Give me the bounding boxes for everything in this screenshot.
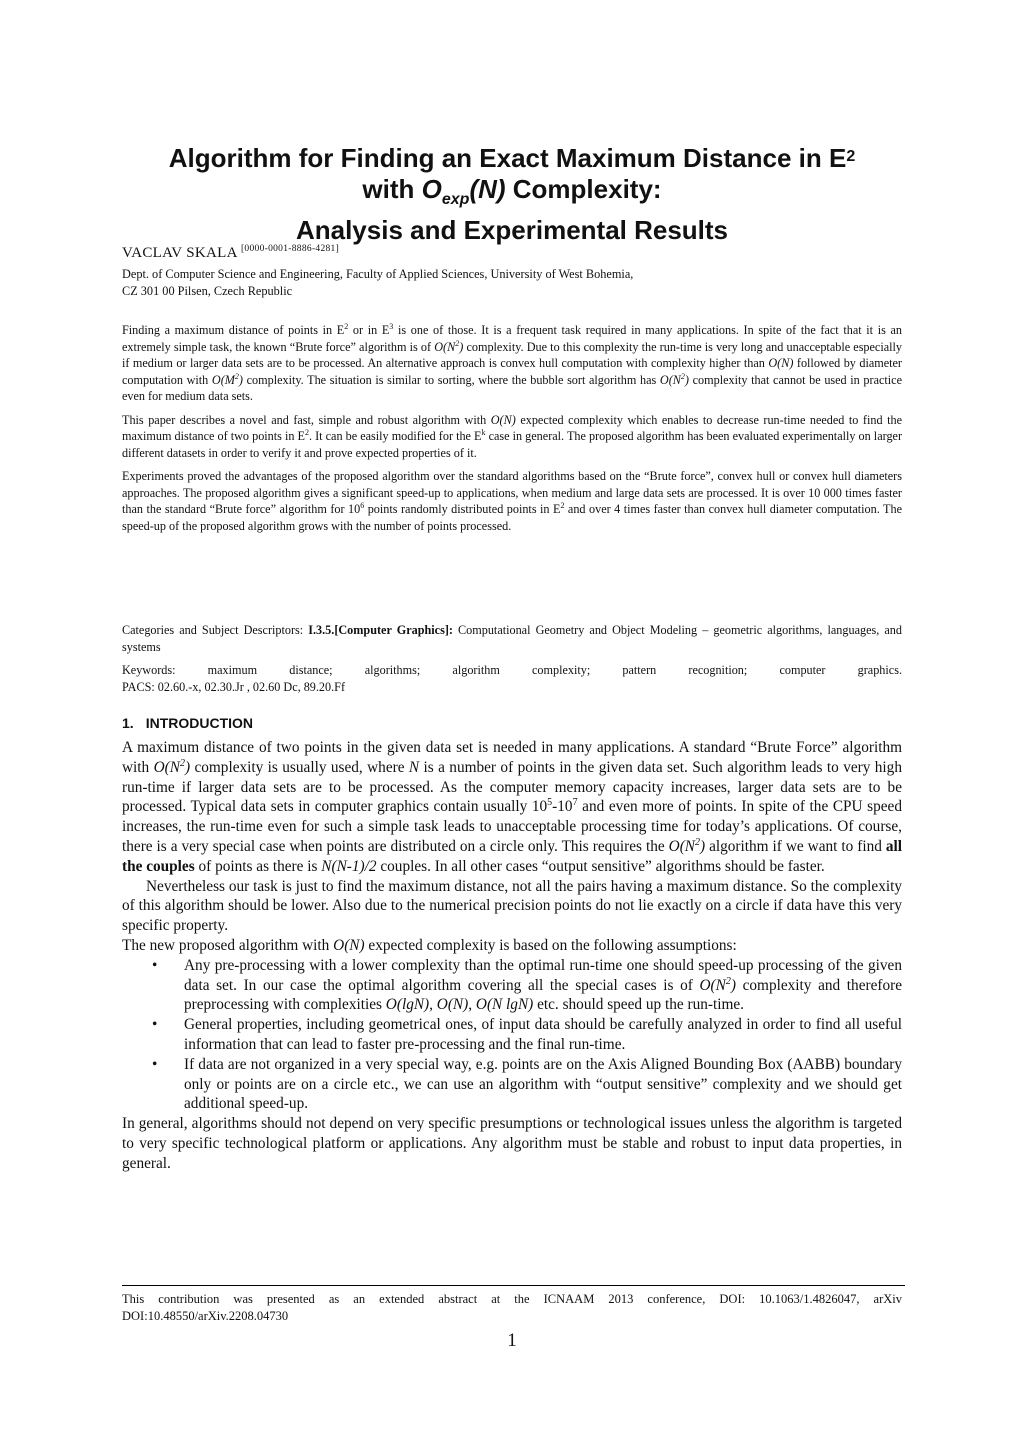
assumptions-list xyxy=(122,956,902,1114)
intro-paragraph-2: Nevertheless our task is just to find the maximum distance, not all the pairs having a maximum distance. So the complexity of this algorithm should be lower. Also due to the numerical precision points do not lie exactly on a circle if data have this very specific property. xyxy=(122,877,902,935)
abstract-paragraph-2: This paper describes a novel and fast, simple and robust algorithm with O(N) expected complexity which enables to decrease run-time needed to find the maximum distance of two points in $E^2$. It can be easily modified for the $E^k$ case in general. The proposed algorithm has been evaluated experimentally on larger different datasets in order to verify it and prove expected properties of it. xyxy=(122,412,903,460)
list-item: • If data are not organized in a very special way, e.g. points are on the Axis Aligned Bounding Box (AABB) boundary only or points are on a circle etc., we can use an algorithm with “output sensitive” complexity and we should get additional speed-up. xyxy=(152,1055,902,1113)
bullet-icon: • xyxy=(152,1055,158,1073)
abstract-paragraph-1: Finding a maximum distance of points in $E^2$ or in $E^3$ is one of those. It is a frequent task required in many applications. In spite of the fact that it is an extremely simple task, the known “Brute force” algorithm is of $O(N^2)$ complexity. Due to this complexity the run-time is very long and unacceptable especially if medium or larger data sets are to be processed. An alternative approach is convex hull computation with complexity higher than O(N) followed by diameter computation with $O(M^2)$ complexity. The situation is similar to sorting, where the bubble sort algorithm has $O(N^2)$ complexity that cannot be used in practice even for medium data sets. xyxy=(122,321,903,403)
title-line-3: Analysis and Experimental Results xyxy=(295,215,729,246)
footnote-divider xyxy=(122,1285,905,1286)
intro-paragraph-3: The new proposed algorithm with O(N) expected complexity is based on the following assumptions: xyxy=(122,936,737,954)
section-title: INTRODUCTION xyxy=(145,715,254,731)
author-orcid: [0000-0001-8886-4281] xyxy=(240,244,340,254)
title-line-2: with $O_{exp}(N)$ Complexity: xyxy=(362,174,662,209)
categories-descriptors: Categories and Subject Descriptors: I.3.5.[Computer Graphics]: Computational Geometry and Object Modeling – geometric algorithms, languages, and systems xyxy=(122,623,902,654)
bullet-icon: • xyxy=(152,1016,158,1034)
paper-title xyxy=(100,143,924,246)
intro-paragraph-4: In general, algorithms should not depend on very specific presumptions or technological issues unless the algorithm is targeted to very specific technological platform or applications. Any algorithm must be stable and robust to input data properties, in general. xyxy=(122,1115,902,1172)
title-line-1: Algorithm for Finding an Exact Maximum Distance in $E^2$ xyxy=(168,143,856,173)
intro-paragraph-1: A maximum distance of two points in the given data set is needed in many applications. A standard “Brute Force” algorithm with $O(N^2)$ complexity is usually used, where N is a number of points in the given data set. Such algorithm leads to very high run-time if larger data sets are to be processed. As the computer memory capacity increases, larger data sets are to be processed. Typical data sets in computer graphics contain usually $10^5-10^7$ and even more of points. In spite of the CPU speed increases, the run-time even for such a simple task leads to unacceptable processing time for today’s applications. Of course, there is a very special case when points are distributed on a circle only. This requires the $O(N^2)$ algorithm if we want to find all the couples of points as there is N(N-1)/2 couples. In all other cases “output sensitive” algorithms should be faster. xyxy=(122,739,902,875)
footnote: This contribution was presented as an extended abstract at the ICNAAM 2013 conference, DOI: 10.1063/1.4826047, arXiv DOI:10.48550/arXiv.2208.04730 xyxy=(122,1292,902,1323)
affiliation-line-2: CZ 301 00 Pilsen, Czech Republic xyxy=(122,283,293,298)
list-item: • General properties, including geometrical ones, of input data should be carefully analyzed in order to find all useful information that can lead to faster pre-processing and the final run-time. xyxy=(152,1016,902,1053)
bullet-icon: • xyxy=(152,956,158,974)
author-name: VACLAV SKALA xyxy=(122,245,237,261)
abstract xyxy=(122,322,902,541)
affiliation xyxy=(122,266,822,299)
section-heading xyxy=(122,715,253,731)
page-number: 1 xyxy=(507,1330,517,1351)
section-number: 1. xyxy=(122,715,134,731)
keywords: Keywords: maximum distance; algorithms; algorithm complexity; pattern recognition; computer graphics. xyxy=(122,663,902,677)
abstract-paragraph-3: Experiments proved the advantages of the proposed algorithm over the standard algorithms based on the “Brute force”, convex hull or convex hull diameters approaches. The proposed algorithm gives a significant speed-up to applications, when medium and large data sets are processed. It is over 10 000 times faster than the standard “Brute force” algorithm for $10^6$ points randomly distributed points in $E^2$ and over 4 times faster than convex hull diameter computation. The speed-up of the proposed algorithm grows with the number of points processed. xyxy=(122,469,902,533)
author xyxy=(122,244,339,262)
affiliation-line-1: Dept. of Computer Science and Engineering, Faculty of Applied Sciences, University of West Bohemia, xyxy=(122,267,634,281)
list-item: • Any pre-processing with a lower complexity than the optimal run-time one should speed-up processing of the given data set. In our case the optimal algorithm covering all the special cases is of $O(N^2)$ complexity and therefore preprocessing with complexities O(lgN), O(N), O(N lgN) etc. should speed up the run-time. xyxy=(152,956,903,1014)
pacs-codes: PACS: 02.60.-x, 02.30.Jr , 02.60 Dc, 89.20.Ff xyxy=(122,680,346,694)
introduction-body xyxy=(122,738,902,1174)
